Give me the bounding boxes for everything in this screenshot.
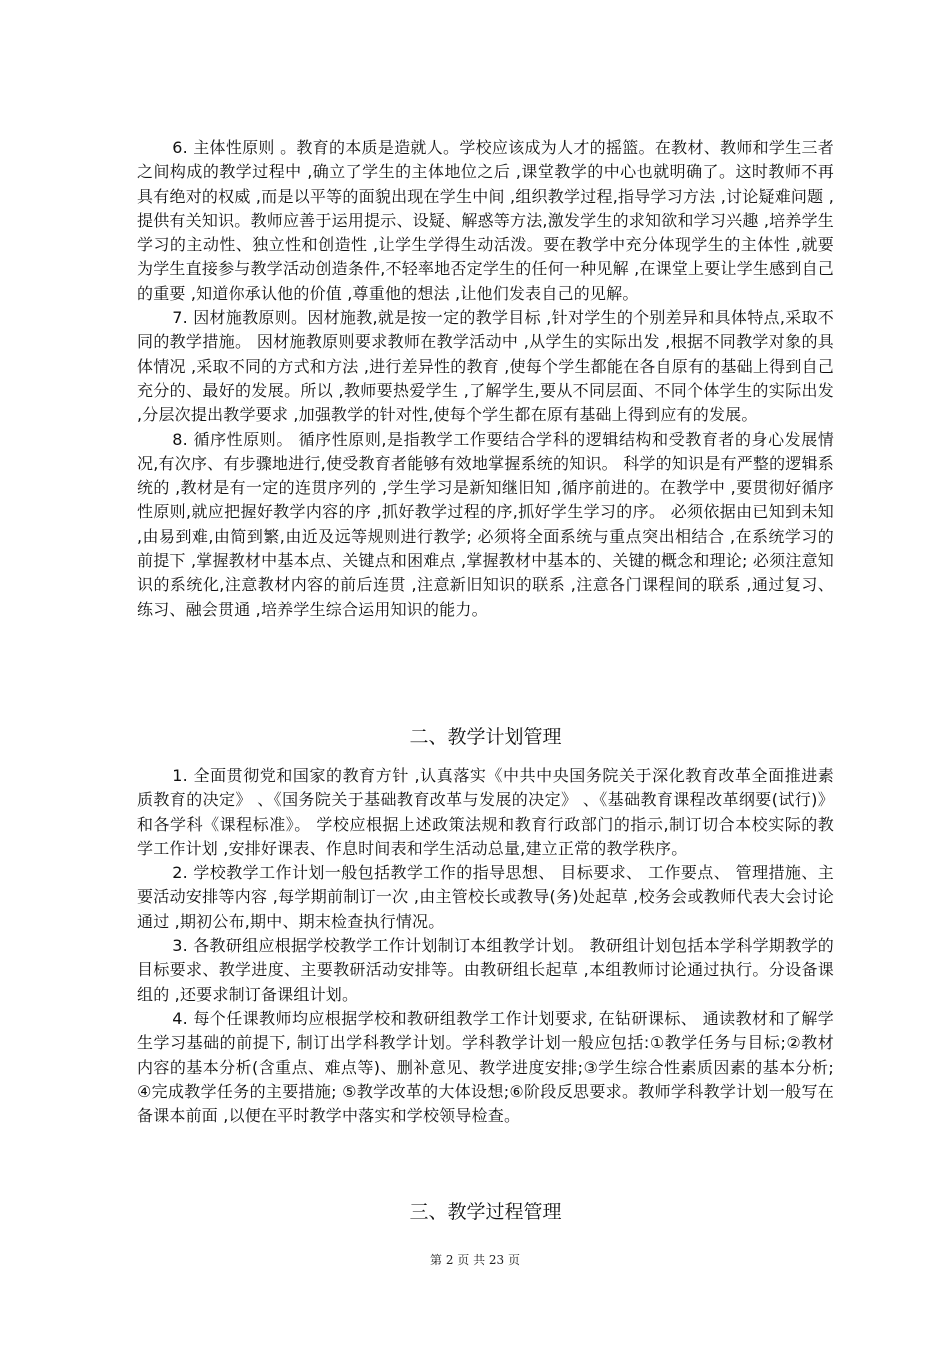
paragraph-plan-2: 2. 学校教学工作计划一般包括教学工作的指导思想、 目标要求、 工作要点、 管理措施、主要活动安排等内容 ,每学期前制订一次 ,由主管校长或教导(务)处起草 ,校务会或教师代表大会讨论通过 ,期初公布,期中、期末检查执行情况。 <box>137 863 834 931</box>
teaching-plan-section <box>137 764 834 1128</box>
section-heading-teaching-plan: 二、教学计划管理 <box>409 726 562 748</box>
paragraph-plan-1: 1. 全面贯彻党和国家的教育方针 ,认真落实《中共中央国务院关于深化教育改革全面推进素质教育的决定》 、《国务院关于基础教育改革与发展的决定》 、《基础教育课程改革纲要(试行)》和各学科《课程标准》。 学校应根据上述政策法规和教育行政部门的指示,制订切合本校实际的教学工作计划 ,安排好课表、作息时间表和学生活动总量,建立正常的教学秩序。 <box>137 766 834 858</box>
paragraph-plan-3: 3. 各教研组应根据学校教学工作计划制订本组教学计划。 教研组计划包括本学科学期教学的目标要求、教学进度、主要教研活动安排等。由教研组长起草 ,本组教师讨论通过执行。分设备课组的 ,还要求制订备课组计划。 <box>137 936 834 1004</box>
principles-section <box>137 136 834 622</box>
paragraph-subjectivity-principle: 6. 主体性原则 。教育的本质是造就人。学校应该成为人才的摇篮。在教材、教师和学生三者之间构成的教学过程中 ,确立了学生的主体地位之后 ,课堂教学的中心也就明确了。这时教师不再具有绝对的权威 ,而是以平等的面貌出现在学生中间 ,组织教学过程,指导学习方法 ,讨论疑难问题 ,提供有关知识。教师应善于运用提示、设疑、解惑等方法,激发学生的求知欲和学习兴趣 ,培养学生学习的主动性、独立性和创造性 ,让学生学得生动活泼。要在教学中充分体现学生的主体性 ,就要为学生直接参与教学活动创造条件,不轻率地否定学生的任何一种见解 ,在课堂上要让学生感到自己的重要 ,知道你承认他的价值 ,尊重他的想法 ,让他们发表自己的见解。 <box>137 138 834 303</box>
paragraph-individualized-teaching-principle: 7. 因材施教原则。因材施教,就是按一定的教学目标 ,针对学生的个别差异和具体特点,采取不同的教学措施。 因材施教原则要求教师在教学活动中 ,从学生的实际出发 ,根据不同教学对象的具体情况 ,采取不同的方式和方法 ,进行差异性的教育 ,使每个学生都能在各自原有的基础上得到自己充分的、最好的发展。所以 ,教师要热爱学生 ,了解学生,要从不同层面、不同个体学生的实际出发 ,分层次提出教学要求 ,加强教学的针对性,使每个学生都在原有基础上得到应有的发展。 <box>137 308 834 425</box>
section-heading-teaching-process: 三、教学过程管理 <box>409 1201 562 1223</box>
page-footer: 第 2 页 共 23 页 <box>430 1253 520 1267</box>
paragraph-sequential-principle: 8. 循序性原则。 循序性原则,是指教学工作要结合学科的逻辑结构和受教育者的身心发展情况,有次序、有步骤地进行,使受教育者能够有效地掌握系统的知识。 科学的知识是有严整的逻辑系统的 ,教材是有一定的连贯序列的 ,学生学习是新知继旧知 ,循序前进的。在教学中 ,要贯彻好循序性原则,就应把握好教学内容的序 ,抓好教学过程的序,抓好学生学习的序。 必须依据由已知到未知 ,由易到难,由简到繁,由近及远等规则进行教学; 必须将全面系统与重点突出相结合 ,在系统学习的前提下 ,掌握教材中基本点、关键点和困难点 ,掌握教材中基本的、关键的概念和理论; 必须注意知识的系统化,注意教材内容的前后连贯 ,注意新旧知识的联系 ,注意各门课程间的联系 ,通过复习、练习、融会贯通 ,培养学生综合运用知识的能力。 <box>137 429 834 619</box>
paragraph-plan-4: 4. 每个任课教师均应根据学校和教研组教学工作计划要求, 在钻研课标、 通读教材和了解学生学习基础的前提下, 制订出学科教学计划。学科教学计划一般应包括:①教学任务与目标;②教材内容的基本分析(含重点、难点等)、删补意见、教学进度安排;③学生综合性素质因素的基本分析; ④完成教学任务的主要措施; ⑤教学改革的大体设想;⑥阶段反思要求。教师学科教学计划一般写在备课本前面 ,以便在平时教学中落实和学校领导检查。 <box>137 1008 834 1126</box>
